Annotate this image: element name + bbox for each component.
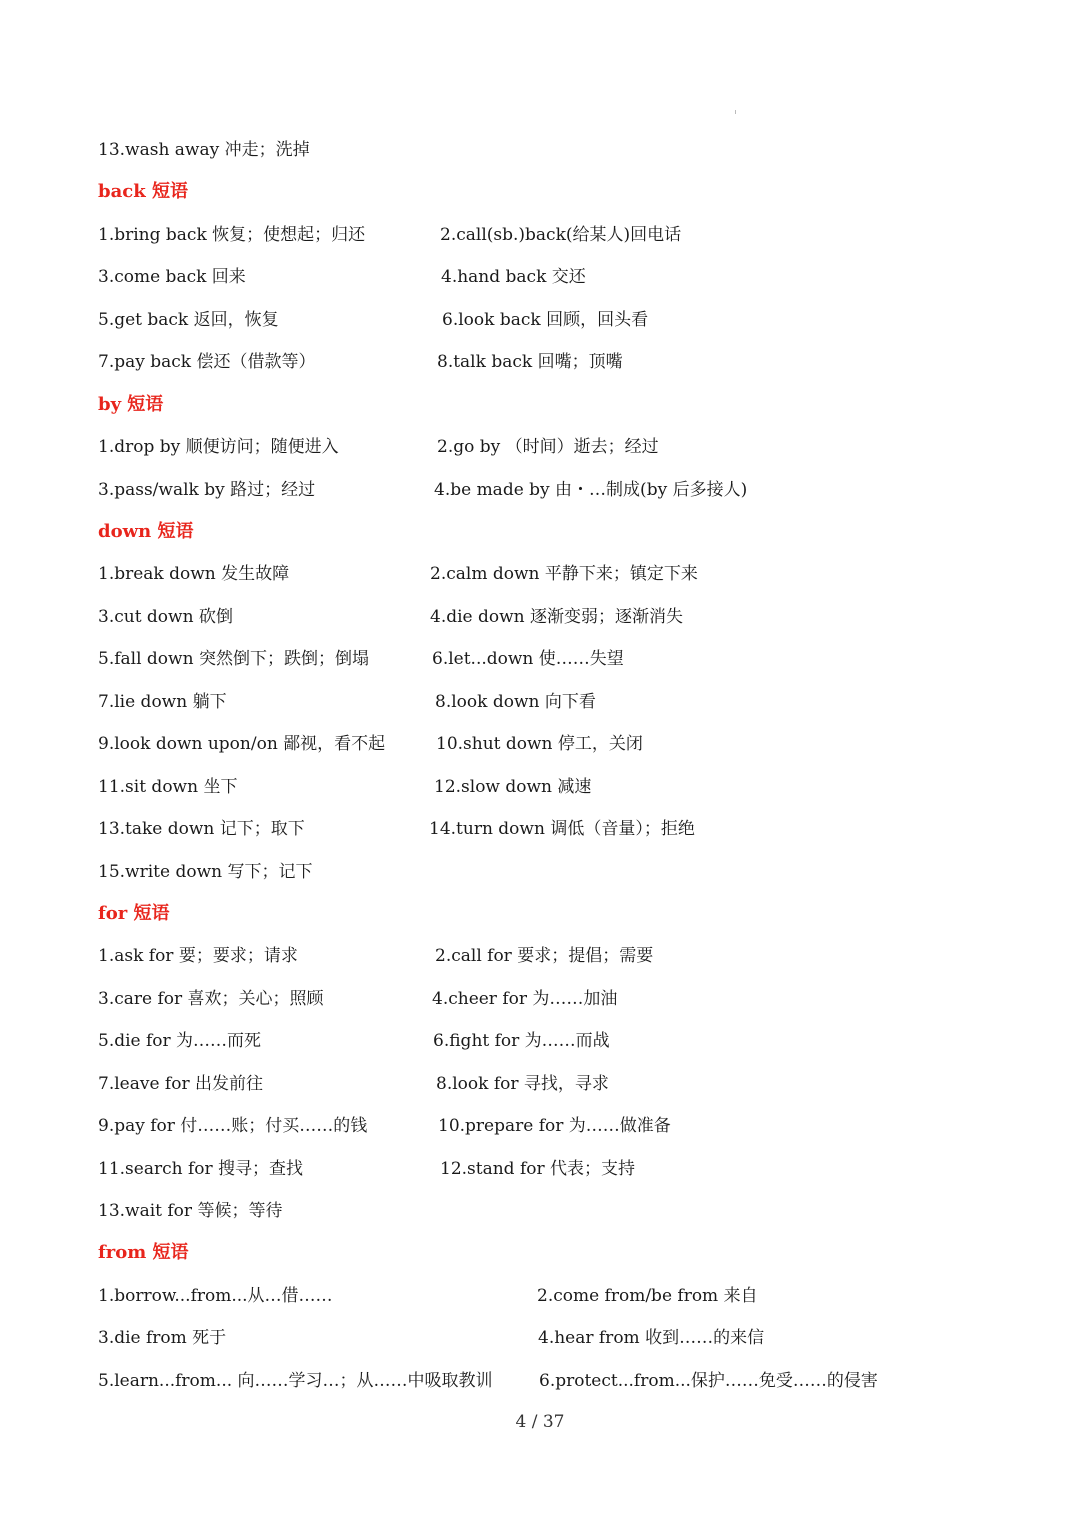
- phrase-entry: 8.look for 寻找，寻求: [436, 1074, 609, 1094]
- phrase-entry: 15.write down 写下；记下: [98, 862, 313, 882]
- phrase-entry: 6.let...down 使……失望: [432, 649, 624, 669]
- phrase-entry: 14.turn down 调低（音量）；拒绝: [429, 819, 695, 839]
- phrase-entry: 4.cheer for 为……加油: [432, 989, 618, 1009]
- phrase-entry: 5.get back 返回，恢复: [98, 310, 279, 330]
- phrase-entry: 1.drop by 顺便访问；随便进入: [98, 437, 339, 457]
- section-heading-down: down 短语: [98, 521, 194, 542]
- phrase-entry: 1.borrow...from...从…借……: [98, 1286, 333, 1306]
- phrase-entry: 3.cut down 砍倒: [98, 607, 233, 627]
- phrase-entry: 4.hand back 交还: [441, 267, 586, 287]
- phrase-entry: 4.be made by 由・…制成(by 后多接人): [434, 480, 748, 500]
- phrase-entry: 12.slow down 减速: [434, 777, 592, 797]
- phrase-entry: 3.come back 回来: [98, 267, 246, 287]
- phrase-entry: 6.look back 回顾，回头看: [442, 310, 649, 330]
- phrase-entry: 3.die from 死于: [98, 1328, 227, 1348]
- phrase-entry: 9.pay for 付……账；付买……的钱: [98, 1116, 368, 1136]
- section-heading-from: from 短语: [98, 1242, 189, 1263]
- phrase-entry: 6.fight for 为……而战: [433, 1031, 610, 1051]
- phrase-entry: 13.wash away 冲走；洗掉: [98, 140, 310, 160]
- phrase-entry: 1.break down 发生故障: [98, 564, 290, 584]
- section-heading-back: back 短语: [98, 181, 188, 202]
- phrase-entry: 2.go by （时间）逝去；经过: [437, 437, 659, 457]
- section-heading-by: by 短语: [98, 394, 164, 415]
- phrase-entry: 8.look down 向下看: [435, 692, 596, 712]
- page-number: 4 / 37: [515, 1412, 565, 1432]
- phrase-entry: 8.talk back 回嘴；顶嘴: [437, 352, 623, 372]
- phrase-entry: 3.pass/walk by 路过；经过: [98, 480, 316, 500]
- phrase-entry: 10.shut down 停工，关闭: [436, 734, 643, 754]
- phrase-entry: 7.lie down 躺下: [98, 692, 227, 712]
- phrase-entry: 5.die for 为……而死: [98, 1031, 262, 1051]
- phrase-entry: 4.die down 逐渐变弱；逐渐消失: [430, 607, 684, 627]
- phrase-entry: 7.pay back 偿还（借款等）: [98, 352, 316, 372]
- phrase-entry: 10.prepare for 为……做准备: [438, 1116, 671, 1136]
- phrase-entry: 2.come from/be from 来自: [537, 1286, 758, 1306]
- phrase-entry: 2.calm down 平静下来；镇定下来: [430, 564, 698, 584]
- phrase-entry: 1.bring back 恢复；使想起；归还: [98, 225, 366, 245]
- phrase-entry: 2.call(sb.)back(给某人)回电话: [440, 225, 682, 245]
- phrase-entry: 2.call for 要求；提倡；需要: [435, 946, 654, 966]
- phrase-entry: 9.look down upon/on 鄙视，看不起: [98, 734, 386, 754]
- phrase-entry: 4.hear from 收到……的来信: [538, 1328, 765, 1348]
- phrase-entry: 5.learn...from... 向……学习…；从……中吸取教训: [98, 1371, 493, 1391]
- phrase-entry: 11.sit down 坐下: [98, 777, 238, 797]
- phrase-entry: 6.protect...from...保护……免受……的侵害: [539, 1371, 878, 1391]
- phrase-entry: 13.wait for 等候；等待: [98, 1201, 283, 1221]
- section-heading-for: for 短语: [98, 903, 170, 924]
- phrase-entry: 12.stand for 代表；支持: [440, 1159, 636, 1179]
- phrase-entry: 13.take down 记下；取下: [98, 819, 305, 839]
- phrase-entry: 5.fall down 突然倒下；跌倒；倒塌: [98, 649, 369, 669]
- phrase-entry: 1.ask for 要；要求；请求: [98, 946, 298, 966]
- phrase-entry: 11.search for 搜寻；查找: [98, 1159, 304, 1179]
- phrase-entry: 3.care for 喜欢；关心；照顾: [98, 989, 324, 1009]
- scan-mark: [735, 110, 736, 114]
- phrase-entry: 7.leave for 出发前往: [98, 1074, 263, 1094]
